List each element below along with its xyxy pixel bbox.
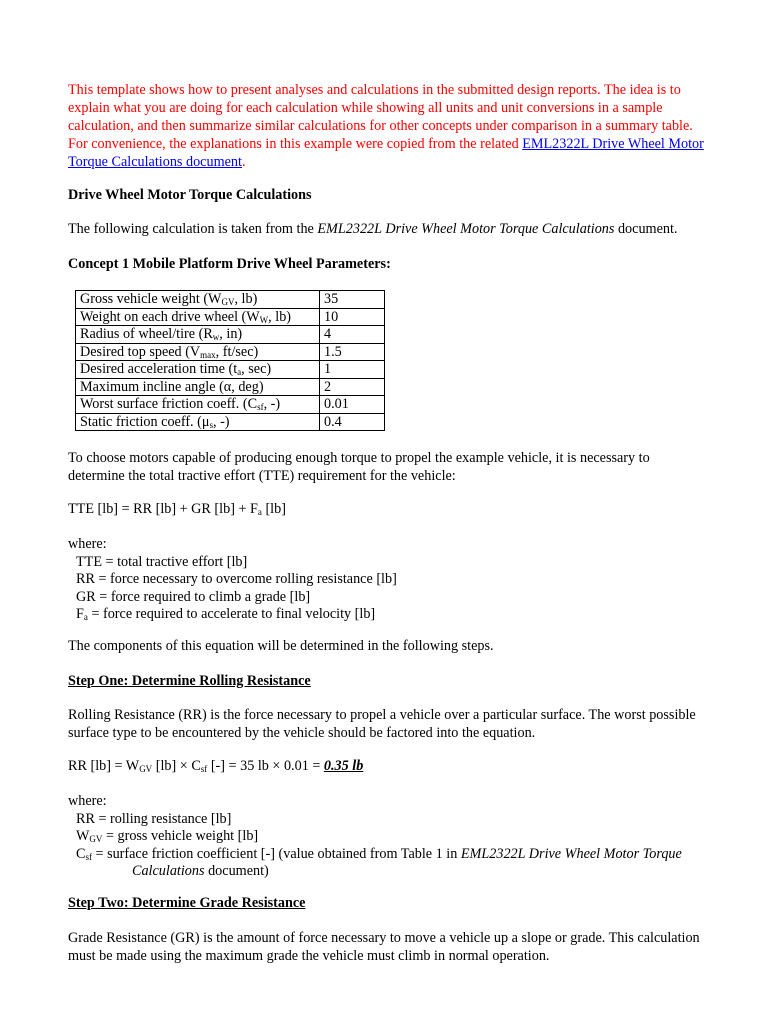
rr-equation <box>68 758 708 776</box>
where-item: TTE = total tractive effort [lb] <box>76 553 248 570</box>
parameter-row <box>76 343 385 361</box>
where-item: $W_{GV}$ = gross vehicle weight [lb] <box>76 828 259 844</box>
para1-doc-title: EML2322L Drive Wheel Motor Torque Calculations <box>317 221 615 237</box>
components-paragraph: The components of this equation will be determined in the following steps. <box>68 638 494 654</box>
parameter-row <box>76 326 385 344</box>
step-one-heading: Step One: Determine Rolling Resistance <box>68 673 311 689</box>
tte-intro-paragraph: To choose motors capable of producing enough torque to propel the example vehicle, it is necessary to determine the total tractive effort (TTE) requirement for the vehicle: <box>68 450 650 484</box>
where-item: RR = rolling resistance [lb] <box>76 810 232 827</box>
eq1-main: TTE [lb] = RR [lb] + GR [lb] + F <box>68 501 258 517</box>
parameter-value: 1.5 <box>320 343 385 361</box>
parameter-row <box>76 361 385 379</box>
where-item: RR = force necessary to overcome rolling resistance [lb] <box>76 571 397 587</box>
parameter-row <box>76 413 385 431</box>
para1-pre: The following calculation is taken from the <box>68 221 318 237</box>
eq1-sub: a <box>257 507 262 517</box>
where2-cont-tail: document) <box>204 863 269 879</box>
parameter-value: 4 <box>320 326 385 344</box>
parameter-row <box>76 396 385 414</box>
where-item: $C_{sf}$ = surface friction coefficient [-] (value obtained from Table 1 in EML2322L Drive Wheel Motor Torque <box>76 845 682 862</box>
eq2-a-sub: GV <box>139 764 153 774</box>
tte-equation <box>68 501 708 519</box>
where-item: GR = force required to climb a grade [lb] <box>76 588 311 605</box>
parameter-label: Weight on each drive wheel ($W_W$, lb) <box>76 308 320 326</box>
eq2-b: [lb] × C <box>152 758 201 774</box>
eq2-c: [-] = 35 lb × 0.01 = <box>207 758 324 774</box>
parameter-row <box>76 308 385 326</box>
step-two-heading: Step Two: Determine Grade Resistance <box>68 895 306 911</box>
rolling-resistance-paragraph: Rolling Resistance (RR) is the force necessary to propel a vehicle over a particular surface. The worst possible surface type to be encountered by the vehicle should be factored into the equation. <box>68 707 696 741</box>
parameter-value: 10 <box>320 308 385 326</box>
eq1-tail: [lb] <box>261 501 286 517</box>
rr-result: 0.35 lb <box>323 758 364 774</box>
intro-text: This template shows how to present analyses and calculations in the submitted design reports. The idea is to explain what you are doing for each calculation while showing all units and unit conversions in a sample calculation, and then summarize similar calculations for other concepts under comparison in a summary table. For convenience, the explanations in this example were copied from the related <box>68 82 693 152</box>
where-item: $F_a$ = force required to accelerate to final velocity [lb] <box>76 606 376 622</box>
parameter-value: 1 <box>320 361 385 379</box>
parameter-label: Radius of wheel/tire ($R_w$, in) <box>76 326 320 344</box>
eq2-b-sub: sf <box>200 764 208 774</box>
intro-paragraph <box>68 81 708 171</box>
where2-continuation <box>68 863 708 881</box>
intro-end: . <box>241 154 246 170</box>
parameter-label: Static friction coeff. ($\mu_s$, -) <box>76 413 320 431</box>
parameter-value: 2 <box>320 378 385 396</box>
grade-resistance-paragraph: Grade Resistance (GR) is the amount of force necessary to move a vehicle up a slope or grade. This calculation must be made using the maximum grade the vehicle must climb in normal operation. <box>68 930 700 964</box>
table-heading: Concept 1 Mobile Platform Drive Wheel Parameters: <box>68 256 391 272</box>
intro-sentence <box>68 221 708 239</box>
eq2-a: RR [lb] = W <box>68 758 140 774</box>
where-label-2: where: <box>68 793 107 809</box>
parameter-row <box>76 378 385 396</box>
parameter-value: 0.01 <box>320 396 385 414</box>
parameter-value: 35 <box>320 291 385 309</box>
where2-cont-italic: Calculations <box>132 863 205 879</box>
parameter-value: 0.4 <box>320 413 385 431</box>
parameter-label: Gross vehicle weight ($W_{GV}$, lb) <box>76 291 320 309</box>
torque-doc-link[interactable]: EML2322L Drive Wheel Motor Torque Calculations document <box>68 136 704 170</box>
parameter-row <box>76 291 385 309</box>
where-block-2 <box>68 793 708 881</box>
section-heading: Drive Wheel Motor Torque Calculations <box>68 187 312 203</box>
where-block-1 <box>68 536 397 624</box>
parameter-table <box>75 290 385 431</box>
parameter-label: Desired top speed ($V_{max}$, ft/sec) <box>76 343 320 361</box>
parameter-label: Maximum incline angle (α, deg) <box>76 378 320 396</box>
para1-post: document. <box>614 221 678 237</box>
parameter-label: Worst surface friction coeff. ($C_{sf}$, -) <box>76 396 320 414</box>
parameter-label: Desired acceleration time ($t_a$, sec) <box>76 361 320 379</box>
where-label: where: <box>68 536 107 552</box>
where2-doc-title: EML2322L Drive Wheel Motor Torque <box>460 845 682 862</box>
